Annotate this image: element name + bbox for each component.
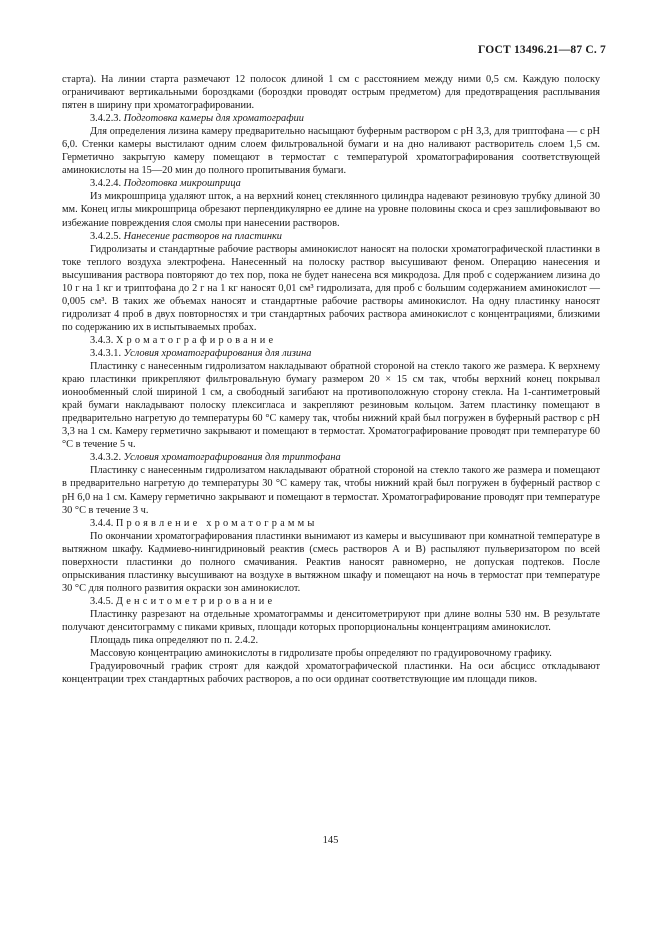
section-heading	[62, 177, 600, 190]
section-title: Хроматографирование	[115, 334, 277, 346]
section-title: Проявление хроматограммы	[115, 517, 318, 529]
paragraph-text: Градуировочный график строят для каждой хроматографической пластинки. На оси абсцисс откладывают концентрации трех стандартных рабочих растворов, а по оси ординат соответствующие им площади пиков.	[62, 661, 600, 686]
section-number: 3.4.5.	[90, 595, 114, 607]
section-number: 3.4.2.3.	[90, 113, 122, 125]
paragraph	[62, 190, 600, 229]
section-heading	[62, 334, 600, 347]
paragraph	[62, 530, 600, 595]
section-title: Денситометрирование	[115, 595, 276, 607]
paragraph-text: Пластинку разрезают на отдельные хроматограммы и денситометрируют при длине волны 530 нм. В результате получают денситограмму с пиками кривых, площади которых пропорциональны концентрациям аминокислот.	[62, 608, 600, 633]
section-heading	[62, 347, 600, 360]
section-title: Условия хроматографирования для триптофана	[123, 452, 341, 464]
paragraph	[62, 73, 600, 112]
paragraph-text: По окончании хроматографирования пластинки вынимают из камеры и высушивают при комнатной температуре в вытяжном шкафу. Кадмиево-нингидриновый реактив (смесь растворов А и В) распыляют пульверизатором по всей поверхности пластинки до полного смачивания. Реактив наносят равномерно, не допуская подтеков. После опрыскивания пластинку высушивают на воздухе в вытяжном шкафу и помещают на ночь в термостат при температуре 30 °С для полного развития окраски зон аминокислот.	[62, 530, 600, 594]
document-header: ГОСТ 13496.21—87 С. 7	[478, 44, 606, 56]
paragraph	[62, 660, 600, 686]
section-heading	[62, 595, 600, 608]
paragraph-text: Площадь пика определяют по п. 2.4.2.	[90, 635, 259, 647]
paragraph-text: старта). На линии старта размечают 12 полосок длиной 1 см с расстоянием между ними 0,5 см. Каждую полоску ограничивают вертикальными бороздками (бороздки проводят острым предметом) для предотвращения расплывания пятен в ширину при хроматографировании.	[62, 74, 600, 112]
paragraph	[62, 634, 600, 647]
paragraph-text: Для определения лизина камеру предварительно насыщают буферным раствором с pH 3,3, для триптофана — с pH 6,0. Стенки камеры выстилают одним слоем фильтровальной бумаги и на дно наливают растворитель слоем 1,5 см. Герметично закрытую камеру помещают в термостат с температурой хроматографирования соответствующей аминокислоты на 15—20 мин до полного пропитывания бумаги.	[62, 126, 600, 177]
paragraph	[62, 608, 600, 634]
paragraph	[62, 125, 600, 177]
paragraph-text: Пластинку с нанесенным гидролизатом накладывают обратной стороной на стекло такого же размера. К верхнему краю пластинки прикрепляют фильтровальную бумагу размером 20 × 15 см так, чтобы верхний конец покрывал ионообменный слой шириной 1 см, а свободный загибают на противоположную сторону стекла. На 1-сантиметровый край бумаги накладывают полоску плексигласа и закрепляют резиновым кольцом. Затем пластинку помещают в предварительно нагретую до температуры 60 °С камеру так, чтобы нижний край был погружен в буферный раствор с pH 3,3 на 1 см. Камеру герметично закрывают и помещают в термостат. Хроматографирование проводят при температуре 60 °С в течение 5 ч.	[62, 361, 600, 451]
section-number: 3.4.3.2.	[90, 452, 122, 464]
section-number: 3.4.2.4.	[90, 178, 122, 190]
paragraph	[62, 243, 600, 334]
section-title: Подготовка камеры для хроматографии	[123, 113, 304, 125]
paragraph-text: Массовую концентрацию аминокислоты в гидролизате пробы определяют по градуировочному графику.	[90, 648, 552, 660]
section-heading	[62, 230, 600, 243]
paragraph	[62, 647, 600, 660]
page-number: 145	[322, 835, 339, 846]
section-number: 3.4.3.1.	[90, 347, 122, 359]
section-number: 3.4.4.	[90, 517, 114, 529]
document-body	[62, 73, 600, 686]
section-heading	[62, 451, 600, 464]
section-heading	[62, 112, 600, 125]
paragraph	[62, 464, 600, 516]
section-number: 3.4.2.5.	[90, 230, 122, 242]
section-title: Нанесение растворов на пластинки	[123, 230, 282, 242]
section-title: Условия хроматографирования для лизина	[123, 347, 312, 359]
section-title: Подготовка микрошприца	[123, 178, 241, 190]
section-number: 3.4.3.	[90, 334, 114, 346]
paragraph-text: Гидролизаты и стандартные рабочие растворы аминокислот наносят на полоски хроматографической пластинки в токе теплого воздуха электрофена. Нанесенный на полоску раствор высушивают феном. Операцию нанесения и высушивания раствора повторяют до тех пор, пока не будет нанесена вся микродоза. Для проб с содержанием лизина до 10 г на 1 кг и триптофана до 2 г на 1 кг наносят 0,01 см³ гидролизата, для проб с большим содержанием аминокислот — 0,005 см³. В таких же объемах наносят и стандартные рабочие растворы аминокислот. На одну пластинку наносят гидролизат 4 проб в двух повторностях и три стандартных рабочих раствора аминокислот с концентрациями, близкими по содержанию их в испытываемых пробах.	[62, 243, 600, 333]
paragraph-text: Из микрошприца удаляют шток, а на верхний конец стеклянного цилиндра надевают резиновую трубку длиной 30 мм. Конец иглы микрошприца обрезают перпендикулярно ее длине на уровне половины скоса и срез зашлифовывают во избежание повреждения слоя смолы при нанесении растворов.	[62, 191, 600, 229]
section-heading	[62, 517, 600, 530]
paragraph-text: Пластинку с нанесенным гидролизатом накладывают обратной стороной на стекло такого же размера и помещают в предварительно нагретую до температуры 30 °С камеру так, чтобы нижний край был погружен в буферный раствор с pH 6,0 на 1 см. Камеру герметично закрывают и помещают в термостат. Хроматографирование проводят при температуре 30 °С в течение 3 ч.	[62, 465, 600, 516]
paragraph	[62, 360, 600, 451]
